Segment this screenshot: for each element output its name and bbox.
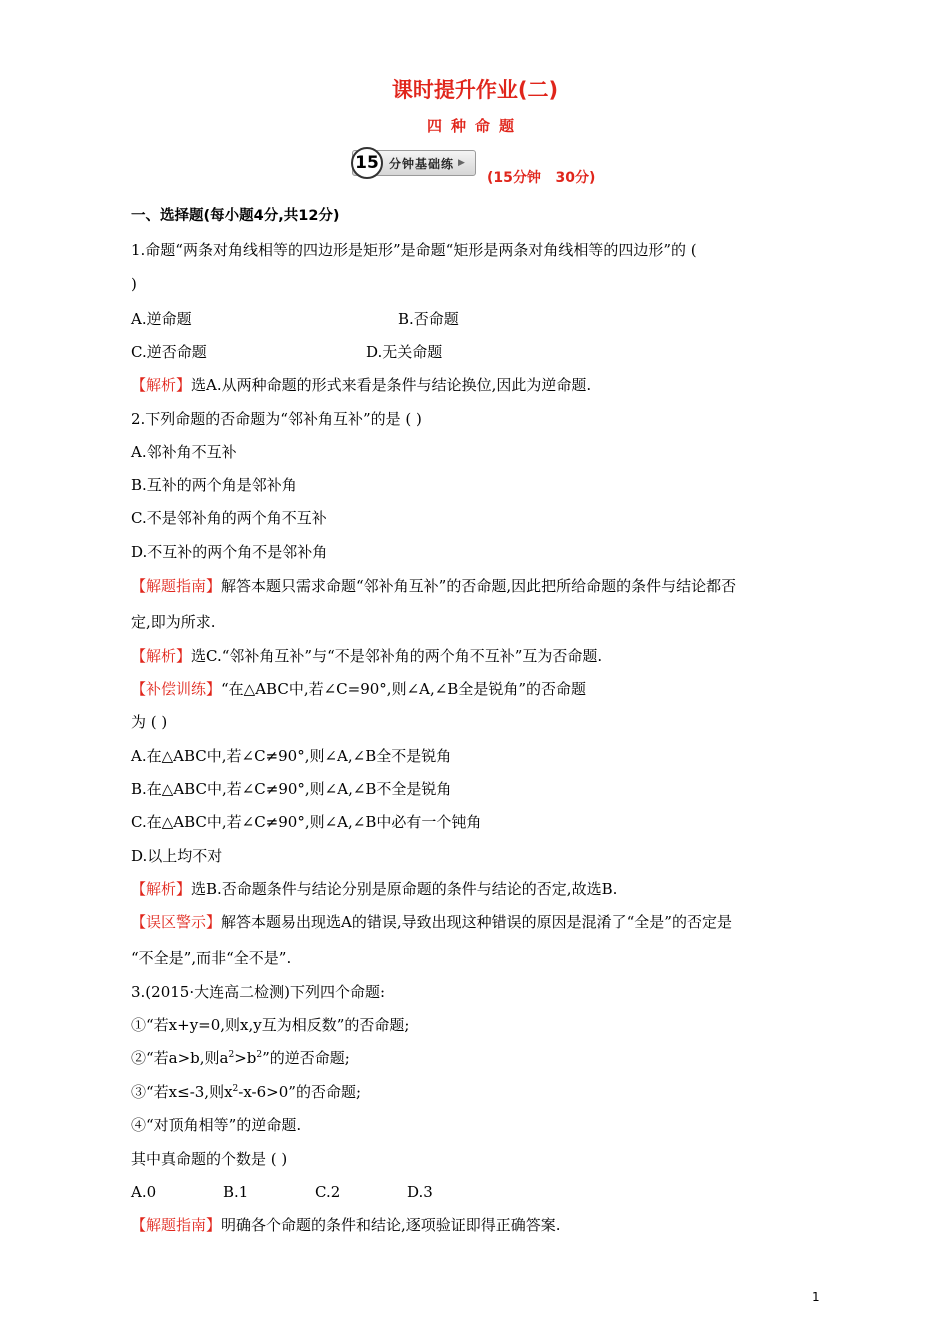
q3-item-2-pre: ②“若a>b,则a [131,1049,229,1067]
q2-option-c: C.不是邻补角的两个角不互补 [131,509,327,527]
q2-analysis-text: 选C.“邻补角互补”与“不是邻补角的两个角不互补”互为否命题. [191,647,603,665]
q1-options-row2 [131,342,781,362]
q1-stem-cont: ) [131,275,137,293]
warning-text: 解答本题易出现选A的错误,导致出现这种错误的原因是混淆了“全是”的否定是 [221,913,732,931]
q3-item-3 [131,1082,361,1102]
analysis-tag: 【解析】 [131,376,192,394]
q3-option-c: C.2 [315,1183,341,1201]
timing-note: (15分钟 30分) [487,170,596,186]
q3-option-a: A.0 [131,1183,157,1201]
extra-option-c: C.在△ABC中,若∠C≠90°,则∠A,∠B中必有一个钝角 [131,813,482,831]
extra-option-a: A.在△ABC中,若∠C≠90°,则∠A,∠B全不是锐角 [131,747,452,765]
q3-option-b: B.1 [223,1183,249,1201]
q3-item-3-post: -x-6>0”的否命题; [238,1083,361,1101]
banner-box [352,150,476,176]
q3-item-2-sup2: 2 [256,1050,263,1060]
q2-guide-cont: 定,即为所求. [131,613,216,631]
q3-item-1: ①“若x+y=0,则x,y互为相反数”的否命题; [131,1016,410,1034]
q2-option-d: D.不互补的两个角不是邻补角 [131,543,328,561]
banner-text: 分钟基础练 [389,156,455,171]
q2-analysis [131,646,602,666]
extra-text: “在△ABC中,若∠C=90°,则∠A,∠B全是锐角”的否命题 [221,680,586,698]
section-heading: 一、选择题(每小题4分,共12分) [131,208,340,224]
extra-option-b: B.在△ABC中,若∠C≠90°,则∠A,∠B不全是锐角 [131,780,452,798]
extra-tag: 【补偿训练】 [131,680,222,698]
q1-option-b: B.否命题 [398,310,459,328]
guide-tag: 【解题指南】 [131,577,222,595]
page-title: 课时提升作业(二) [391,78,559,102]
warning-tag: 【误区警示】 [131,913,222,931]
extra-cont: 为 ( ) [131,713,168,731]
q3-item-3-pre: ③“若x≤-3,则x [131,1083,233,1101]
extra-training [131,679,586,699]
q1-option-d: D.无关命题 [366,343,443,361]
q3-item-2 [131,1048,350,1068]
analysis-tag: 【解析】 [131,880,192,898]
chevron-right-icon: ▶ [458,158,465,168]
q2-guide [131,576,736,596]
q1-analysis [131,375,591,395]
q3-item-2-mid: >b [234,1049,257,1067]
section-banner [352,150,476,176]
guide-tag: 【解题指南】 [131,1216,222,1234]
q3-stem: 3.(2015·大连高二检测)下列四个命题: [131,983,386,1001]
analysis-tag: 【解析】 [131,647,192,665]
q3-ask: 其中真命题的个数是 ( ) [131,1150,288,1168]
q1-option-a: A.逆命题 [131,310,192,328]
q1-stem: 1.命题“两条对角线相等的四边形是矩形”是命题“矩形是两条对角线相等的四边形”的 ( [131,241,697,259]
q2-stem: 2.下列命题的否命题为“邻补角互补”的是 ( ) [131,410,422,428]
q1-option-c: C.逆否命题 [131,343,207,361]
q2-option-b: B.互补的两个角是邻补角 [131,476,297,494]
warning [131,912,732,932]
q3-item-2-post: ”的逆否命题; [262,1049,350,1067]
banner-number: 15 [351,147,383,179]
q1-analysis-text: 选A.从两种命题的形式来看是条件与结论换位,因此为逆命题. [191,376,592,394]
q3-option-d: D.3 [407,1183,433,1201]
extra-analysis [131,879,617,899]
q3-item-2-sup1: 2 [228,1050,235,1060]
page-subtitle: 四种命题 [426,117,523,135]
extra-option-d: D.以上均不对 [131,847,223,865]
q3-item-3-sup: 2 [232,1084,239,1094]
q3-item-4: ④“对顶角相等”的逆命题. [131,1116,302,1134]
q3-guide [131,1215,561,1235]
q1-options-row1 [131,309,781,329]
extra-analysis-text: 选B.否命题条件与结论分别是原命题的条件与结论的否定,故选B. [191,880,618,898]
warning-cont: “不全是”,而非“全不是”. [131,949,292,967]
q2-guide-text: 解答本题只需求命题“邻补角互补”的否命题,因此把所给命题的条件与结论都否 [221,577,737,595]
q3-guide-text: 明确各个命题的条件和结论,逐项验证即得正确答案. [221,1216,561,1234]
q2-option-a: A.邻补角不互补 [131,443,237,461]
page-number: 1 [812,1290,820,1304]
